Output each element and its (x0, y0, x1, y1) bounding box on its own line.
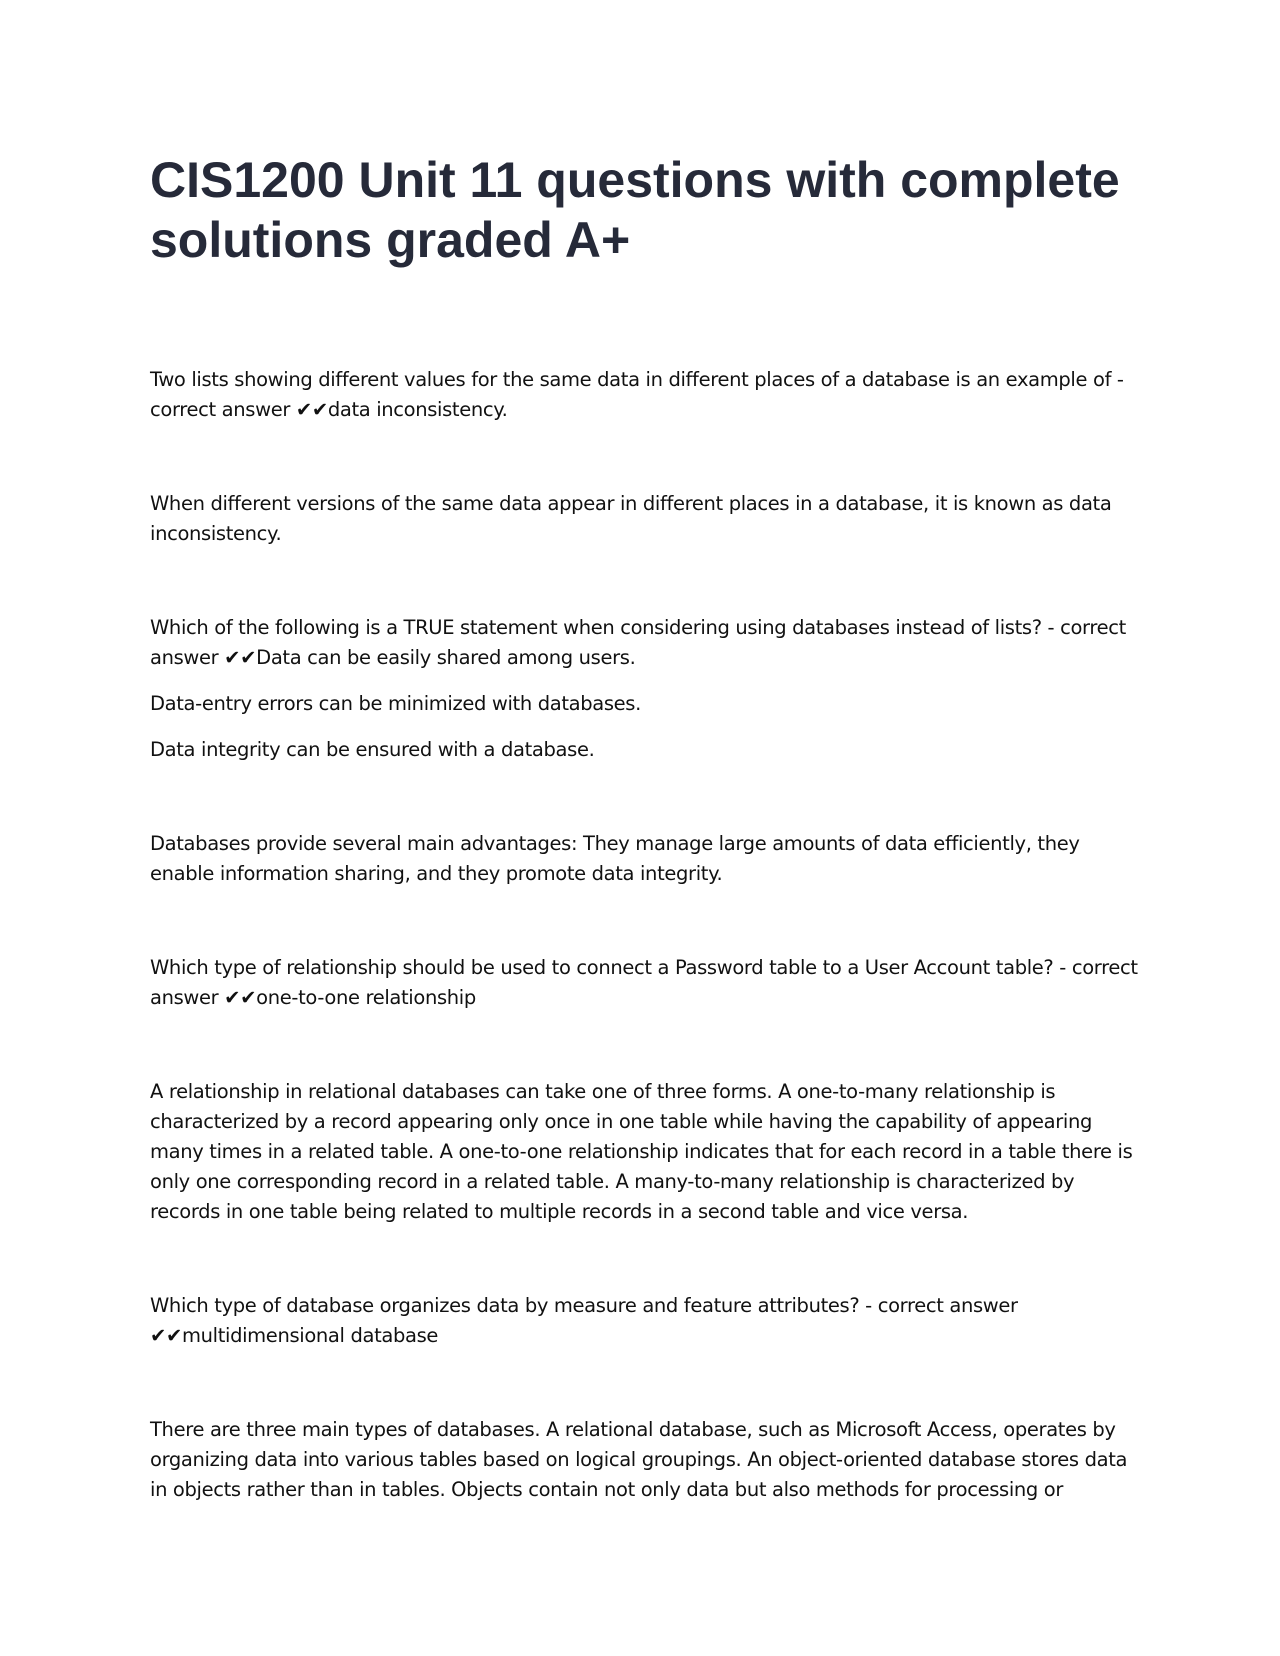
paragraph-question-1: Two lists showing different values for the same data in different places of a database is an example of - correct answer ✔✔data inconsistency. (150, 368, 1124, 421)
paragraph-explanation-4: There are three main types of databases. A relational database, such as Microsoft Access, operates by organizing data into various tables based on logical groupings. An object-oriented database stores data in objects rather than in tables. Objects contain not only data but also methods for processing or (150, 1418, 1128, 1501)
paragraph-answer-2b: Data-entry errors can be minimized with databases. (150, 692, 641, 715)
paragraph-question-3: Which type of relationship should be used to connect a Password table to a User Account table? - correct answer ✔✔one-to-one relationship (150, 956, 1138, 1009)
paragraph-explanation-3: A relationship in relational databases can take one of three forms. A one-to-many relationship is characterized by a record appearing only once in one table while having the capability of appearing many times in a related table. A one-to-one relationship indicates that for each record in a table there is only one corresponding record in a related table. A many-to-many relationship is characterized by records in one table being related to multiple records in a second table and vice versa. (150, 1080, 1133, 1223)
document-title: CIS1200 Unit 11 questions with complete solutions graded A+ (150, 152, 1120, 268)
document-content (150, 150, 1140, 1505)
paragraph-answer-2c: Data integrity can be ensured with a database. (150, 738, 595, 761)
paragraph-explanation-1: When different versions of the same data appear in different places in a database, it is known as data inconsistency. (150, 492, 1112, 545)
paragraph-question-2: Which of the following is a TRUE statement when considering using databases instead of lists? - correct answer ✔✔Data can be easily shared among users. (150, 616, 1126, 669)
paragraph-explanation-2: Databases provide several main advantages: They manage large amounts of data efficiently, they enable information sharing, and they promote data integrity. (150, 832, 1080, 885)
paragraph-question-4: Which type of database organizes data by measure and feature attributes? - correct answer ✔✔multidimensional database (150, 1294, 1018, 1347)
